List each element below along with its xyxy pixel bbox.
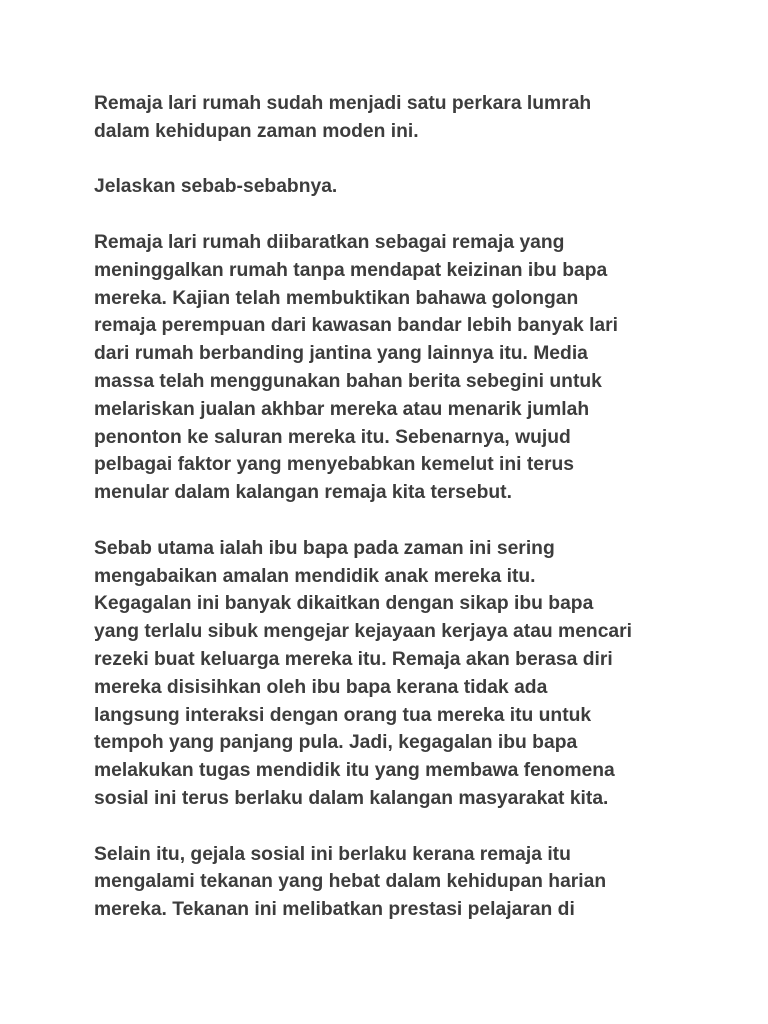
text-line: pelbagai faktor yang menyebabkan kemelut ini terus — [94, 454, 575, 476]
text-line: melariskan jualan akhbar mereka atau menarik jumlah — [94, 398, 590, 420]
text-line: mengabaikan amalan mendidik anak mereka itu. — [94, 565, 536, 587]
paragraph-second-cause — [94, 841, 694, 924]
text-line: Selain itu, gejala sosial ini berlaku kerana remaja itu — [94, 843, 571, 865]
document-body — [94, 90, 694, 952]
text-line: remaja perempuan dari kawasan bandar lebih banyak lari — [94, 315, 619, 337]
text-line: menular dalam kalangan remaja kita tersebut. — [94, 482, 512, 504]
text-line: mengalami tekanan yang hebat dalam kehidupan harian — [94, 871, 607, 893]
text-line: Remaja lari rumah diibaratkan sebagai remaja yang — [94, 231, 565, 253]
text-line: tempoh yang panjang pula. Jadi, kegagalan ibu bapa — [94, 732, 578, 754]
paragraph-introduction — [94, 229, 694, 507]
text-line: dari rumah berbanding jantina yang lainnya itu. Media — [94, 343, 588, 365]
text-line: penonton ke saluran mereka itu. Sebenarnya, wujud — [94, 426, 571, 448]
text-line: mereka. Tekanan ini melibatkan prestasi pelajaran di — [94, 899, 575, 921]
text-line: massa telah menggunakan bahan berita sebegini untuk — [94, 370, 602, 392]
text-line: Sebab utama ialah ibu bapa pada zaman ini sering — [94, 537, 555, 559]
text-line: Jelaskan sebab-sebabnya. — [94, 176, 338, 198]
text-line: yang terlalu sibuk mengejar kejayaan kerjaya atau mencari — [94, 621, 633, 643]
text-line: mereka. Kajian telah membuktikan bahawa golongan — [94, 287, 579, 309]
text-line: sosial ini terus berlaku dalam kalangan masyarakat kita. — [94, 787, 609, 809]
text-line: langsung interaksi dengan orang tua mereka itu untuk — [94, 704, 592, 726]
paragraph-question — [94, 90, 694, 146]
paragraph-main-cause — [94, 535, 694, 813]
paragraph-instruction — [94, 173, 694, 201]
text-line: Kegagalan ini banyak dikaitkan dengan sikap ibu bapa — [94, 593, 594, 615]
text-line: rezeki buat keluarga mereka itu. Remaja akan berasa diri — [94, 648, 613, 670]
text-line: dalam kehidupan zaman moden ini. — [94, 120, 419, 142]
text-line: mereka disisihkan oleh ibu bapa kerana tidak ada — [94, 676, 548, 698]
text-line: Remaja lari rumah sudah menjadi satu perkara lumrah — [94, 93, 592, 114]
text-line: meninggalkan rumah tanpa mendapat keizinan ibu bapa — [94, 259, 608, 281]
text-line: melakukan tugas mendidik itu yang membawa fenomena — [94, 760, 615, 782]
